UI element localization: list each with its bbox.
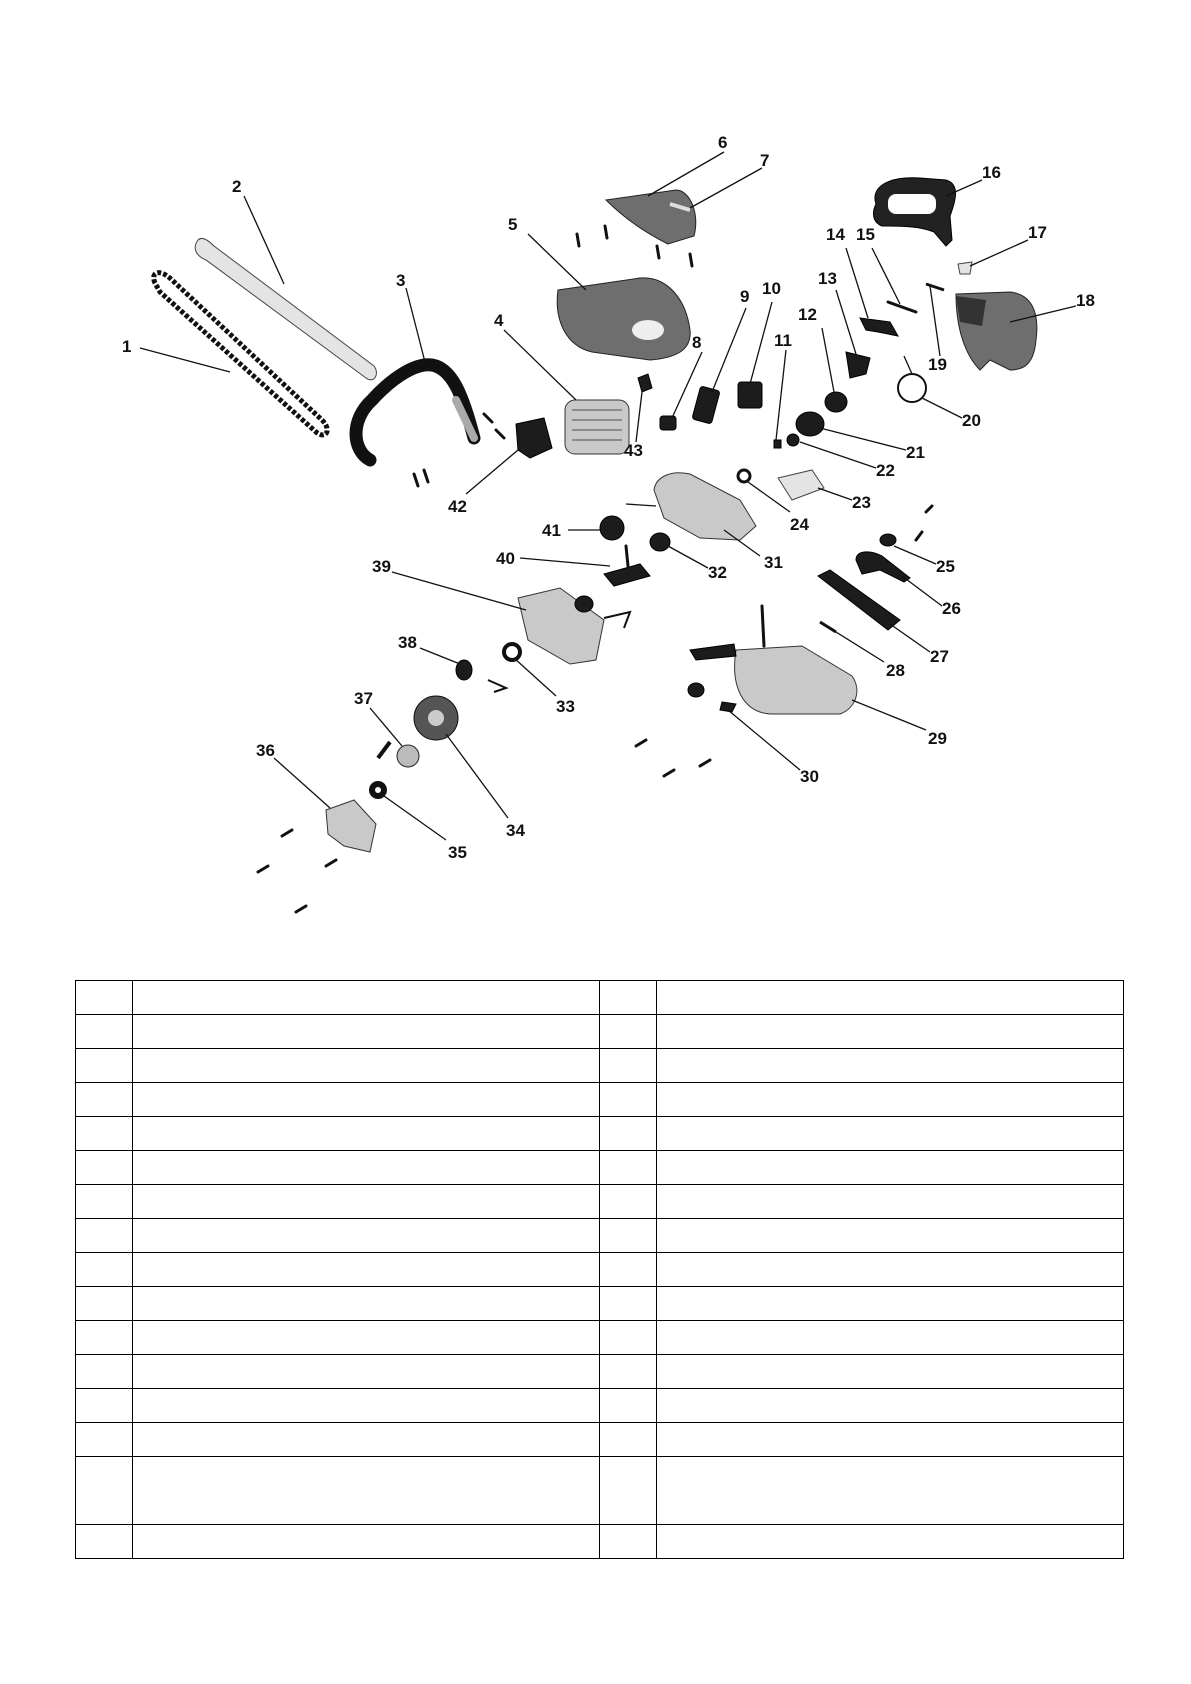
callout-41: 41 — [542, 521, 561, 540]
part-description-cell — [657, 1083, 1124, 1117]
leader-32 — [668, 546, 708, 568]
table-row — [76, 1457, 1124, 1525]
part-number-cell — [600, 1083, 657, 1117]
part-description-cell — [657, 1287, 1124, 1321]
part-number-cell — [76, 1015, 133, 1049]
part-handle-cover — [856, 552, 910, 582]
screw — [258, 866, 268, 872]
part-description-cell — [133, 1117, 600, 1151]
part-description-cell — [133, 1219, 600, 1253]
callout-25: 25 — [936, 557, 955, 576]
screw — [484, 414, 492, 422]
table-row — [76, 1015, 1124, 1049]
part-crankcase — [654, 473, 756, 540]
part-number-cell — [600, 1015, 657, 1049]
callout-30: 30 — [800, 767, 819, 786]
part-rear-housing-cap — [956, 296, 986, 326]
table-row — [76, 1083, 1124, 1117]
leader-20 — [922, 398, 962, 418]
leader-2 — [244, 196, 284, 284]
callout-38: 38 — [398, 633, 417, 652]
callout-35: 35 — [448, 843, 467, 862]
part-description-cell — [133, 1457, 600, 1525]
callout-8: 8 — [692, 333, 702, 352]
part-description-cell — [133, 1049, 600, 1083]
screw — [282, 830, 292, 836]
callout-13: 13 — [818, 269, 837, 288]
callout-18: 18 — [1076, 291, 1095, 310]
screw — [700, 760, 710, 766]
part-number-cell — [76, 1083, 133, 1117]
callout-37: 37 — [354, 689, 373, 708]
part-number-cell — [600, 1185, 657, 1219]
part-description-cell — [657, 1117, 1124, 1151]
part-number-cell — [600, 1321, 657, 1355]
screw — [496, 430, 504, 438]
part-description-cell — [657, 1049, 1124, 1083]
leader-42 — [466, 450, 518, 494]
callout-22: 22 — [876, 461, 895, 480]
leader-34 — [446, 734, 508, 818]
leader-3 — [406, 288, 426, 366]
leader-33 — [514, 658, 556, 696]
leader-38 — [420, 648, 460, 664]
callout-27: 27 — [930, 647, 949, 666]
part-number-cell — [600, 1253, 657, 1287]
table-row — [76, 1321, 1124, 1355]
part-bushing-21 — [796, 412, 824, 436]
table-row — [76, 1049, 1124, 1083]
part-description-cell — [657, 1219, 1124, 1253]
callout-3: 3 — [396, 271, 406, 290]
callout-39: 39 — [372, 557, 391, 576]
part-seal-33 — [504, 644, 520, 660]
leader-36 — [274, 758, 330, 808]
part-description-cell — [133, 981, 600, 1015]
part-small-spring — [774, 440, 781, 448]
part-muffler — [516, 418, 552, 458]
leader-1 — [140, 348, 230, 372]
callout-21: 21 — [906, 443, 925, 462]
callout-7: 7 — [760, 151, 770, 170]
part-description-cell — [133, 1389, 600, 1423]
part-number-cell — [76, 1287, 133, 1321]
part-number-cell — [600, 1457, 657, 1525]
part-number-cell — [76, 1525, 133, 1559]
part-choke-knob — [660, 416, 676, 430]
leader-7 — [690, 168, 762, 208]
part-number-cell — [76, 1185, 133, 1219]
part-number-cell — [76, 1457, 133, 1525]
part-guide-bar — [195, 238, 376, 379]
part-engine-housing-bearing — [575, 596, 593, 612]
part-side-handle — [818, 570, 900, 630]
leader-11 — [776, 350, 786, 440]
leader-22 — [800, 442, 876, 468]
part-number-cell — [600, 1355, 657, 1389]
leader-27 — [890, 624, 930, 652]
leader-25 — [894, 546, 936, 564]
table-row — [76, 1287, 1124, 1321]
part-description-cell — [657, 1525, 1124, 1559]
callout-19: 19 — [928, 355, 947, 374]
part-crankshaft-shaft — [626, 546, 628, 566]
screw — [636, 740, 646, 746]
leader-21 — [820, 428, 906, 450]
screw — [916, 532, 922, 540]
leader-4 — [504, 330, 576, 400]
part-number-cell — [600, 1389, 657, 1423]
part-number-cell — [76, 981, 133, 1015]
part-nut-35-hole — [375, 787, 381, 793]
part-description-cell — [657, 1457, 1124, 1525]
part-engine-housing-cable — [604, 612, 630, 628]
screw — [605, 226, 607, 238]
callout-20: 20 — [962, 411, 981, 430]
screw — [664, 770, 674, 776]
part-top-cover — [557, 278, 690, 360]
leader-19 — [930, 286, 940, 356]
part-description-cell — [657, 1015, 1124, 1049]
callout-16: 16 — [982, 163, 1001, 182]
callout-36: 36 — [256, 741, 275, 760]
part-crankshaft — [604, 564, 650, 586]
part-number-cell — [76, 1321, 133, 1355]
part-number-cell — [600, 1049, 657, 1083]
callout-29: 29 — [928, 729, 947, 748]
part-number-cell — [76, 1423, 133, 1457]
part-o-ring — [738, 470, 750, 482]
part-number-cell — [76, 1117, 133, 1151]
callout-33: 33 — [556, 697, 575, 716]
part-description-cell — [133, 1015, 600, 1049]
part-number-cell — [600, 1525, 657, 1559]
part-bar-nut — [688, 683, 704, 697]
part-trigger-pin — [888, 302, 916, 312]
part-starter-housing — [326, 800, 376, 852]
screw — [657, 246, 659, 258]
screw — [690, 254, 692, 266]
callout-31: 31 — [764, 553, 783, 572]
screw — [414, 474, 418, 486]
part-description-cell — [133, 1423, 600, 1457]
callout-4: 4 — [494, 311, 504, 330]
part-description-cell — [657, 1389, 1124, 1423]
part-carburetor — [738, 382, 762, 408]
callout-15: 15 — [856, 225, 875, 244]
table-row — [76, 981, 1124, 1015]
table-row — [76, 1185, 1124, 1219]
table-row — [76, 1525, 1124, 1559]
part-sprocket-cover-stud — [762, 606, 764, 646]
callout-1: 1 — [122, 337, 132, 356]
part-description-cell — [133, 1287, 600, 1321]
callout-43: 43 — [624, 441, 643, 460]
leader-28 — [836, 632, 884, 662]
part-spring-19 — [926, 284, 944, 290]
callout-23: 23 — [852, 493, 871, 512]
part-cable — [898, 374, 926, 402]
part-throttle-lockout — [846, 352, 870, 378]
part-description-cell — [657, 1253, 1124, 1287]
leader-43 — [636, 392, 642, 442]
part-starter-grip — [378, 742, 390, 758]
part-number-cell — [600, 981, 657, 1015]
part-number-cell — [76, 1219, 133, 1253]
screw — [577, 234, 579, 246]
screw — [926, 506, 932, 512]
leader-39 — [392, 572, 526, 610]
table-row — [76, 1117, 1124, 1151]
part-description-cell — [657, 1151, 1124, 1185]
callout-11: 11 — [774, 331, 792, 350]
leader-40 — [520, 558, 610, 566]
screw — [326, 860, 336, 866]
part-nut-25 — [880, 534, 896, 546]
part-description-cell — [133, 1083, 600, 1117]
part-top-cover-detail — [632, 320, 664, 340]
parts-list-table — [75, 980, 1124, 1559]
part-description-cell — [133, 1355, 600, 1389]
part-crankcase-pipe — [626, 504, 656, 506]
leader-17 — [970, 240, 1028, 266]
leader-26 — [902, 576, 942, 606]
part-saw-chain — [154, 273, 327, 435]
part-spark-plug — [638, 374, 652, 392]
part-clip — [958, 262, 972, 274]
part-description-cell — [133, 1321, 600, 1355]
leader-10 — [750, 302, 772, 384]
part-bearing-32 — [650, 533, 670, 551]
leader-35 — [384, 796, 446, 840]
callout-40: 40 — [496, 549, 515, 568]
callout-26: 26 — [942, 599, 961, 618]
part-air-filter — [778, 470, 824, 500]
part-description-cell — [133, 1185, 600, 1219]
table-row — [76, 1253, 1124, 1287]
part-number-cell — [600, 1423, 657, 1457]
callout-17: 17 — [1028, 223, 1047, 242]
part-description-cell — [133, 1525, 600, 1559]
part-number-cell — [76, 1355, 133, 1389]
callout-24: 24 — [790, 515, 809, 534]
part-flywheel-hub — [428, 710, 444, 726]
part-number-cell — [600, 1151, 657, 1185]
callout-6: 6 — [718, 133, 728, 152]
part-number-cell — [76, 1253, 133, 1287]
part-number-cell — [76, 1049, 133, 1083]
leader-23 — [818, 488, 852, 500]
part-starter-pulley — [397, 745, 419, 767]
leader-29 — [852, 700, 926, 730]
callout-42: 42 — [448, 497, 467, 516]
part-description-cell — [133, 1151, 600, 1185]
part-rear-handle-opening — [888, 194, 936, 214]
leader-37 — [370, 708, 402, 746]
part-air-filter-cover — [606, 190, 696, 244]
callout-32: 32 — [708, 563, 727, 582]
table-row — [76, 1423, 1124, 1457]
part-number-cell — [76, 1389, 133, 1423]
part-number-cell — [76, 1151, 133, 1185]
table-row — [76, 1151, 1124, 1185]
part-number-cell — [600, 1287, 657, 1321]
table-row — [76, 1389, 1124, 1423]
part-description-cell — [657, 981, 1124, 1015]
screw — [296, 906, 306, 912]
part-cylinder — [565, 400, 629, 454]
part-number-cell — [600, 1219, 657, 1253]
leader-15 — [872, 248, 900, 304]
part-number-cell — [600, 1117, 657, 1151]
callout-14: 14 — [826, 225, 845, 244]
part-description-cell — [657, 1355, 1124, 1389]
leader-9 — [712, 308, 746, 392]
table-row — [76, 1219, 1124, 1253]
part-piston — [600, 516, 624, 540]
part-description-cell — [657, 1423, 1124, 1457]
callout-10: 10 — [762, 279, 781, 298]
callout-34: 34 — [506, 821, 525, 840]
part-throttle-trigger — [860, 318, 898, 336]
part-washer-22 — [787, 434, 799, 446]
leader-30 — [728, 710, 800, 770]
part-cable-end — [904, 356, 912, 374]
part-spring-28 — [820, 622, 836, 632]
part-description-cell — [133, 1253, 600, 1287]
table-row — [76, 1355, 1124, 1389]
part-sprocket-cover — [735, 646, 857, 714]
callout-9: 9 — [740, 287, 750, 306]
part-carburetor-gasket — [692, 386, 720, 424]
part-ignition-wire — [488, 680, 506, 692]
callout-5: 5 — [508, 215, 518, 234]
part-description-cell — [657, 1321, 1124, 1355]
callout-2: 2 — [232, 177, 242, 196]
callout-12: 12 — [798, 305, 817, 324]
part-sprocket-cover-bar — [690, 644, 736, 660]
leader-14 — [846, 248, 868, 318]
leader-13 — [836, 290, 856, 354]
part-description-cell — [657, 1185, 1124, 1219]
part-pulley — [825, 392, 847, 412]
screw — [424, 470, 428, 482]
callout-28: 28 — [886, 661, 905, 680]
leader-6 — [648, 152, 724, 196]
leader-12 — [822, 328, 834, 392]
